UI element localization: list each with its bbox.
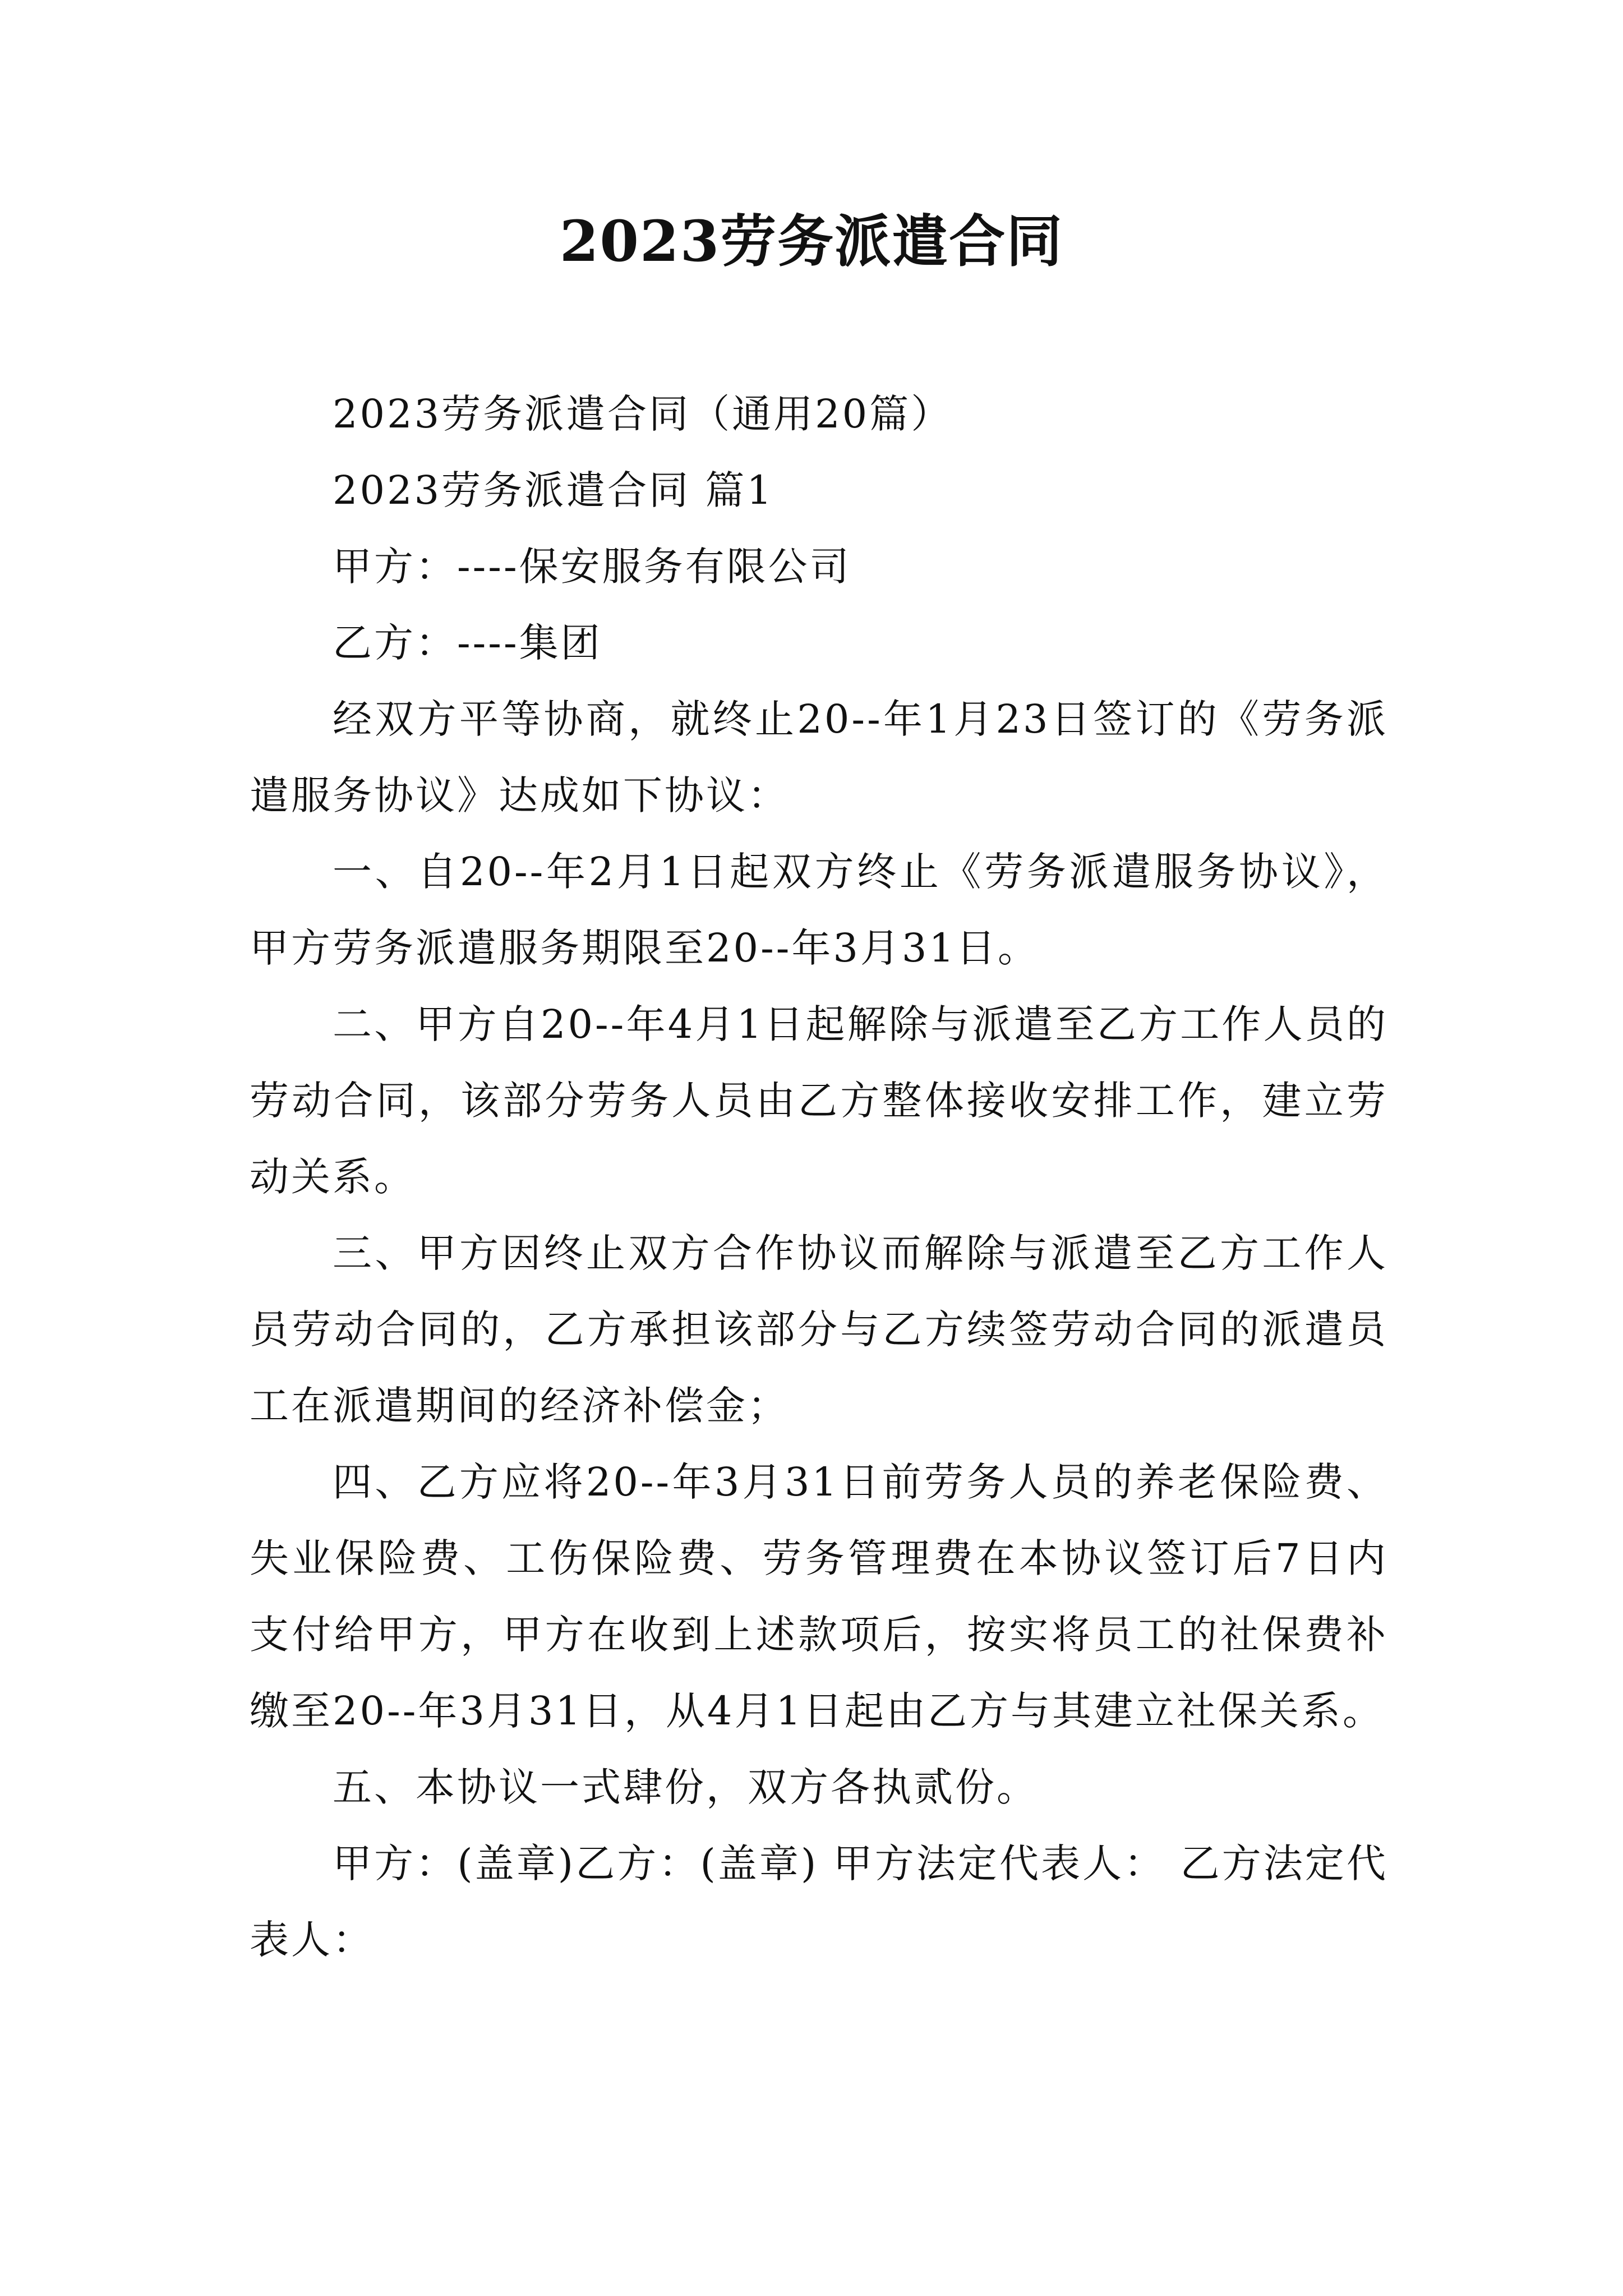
document-body: [250, 376, 1388, 1978]
paragraph-clause-5: 五、本协议一式肆份，双方各执贰份。: [333, 1764, 1038, 1810]
paragraph-clause-1: 一、自20--年2月1日起双方终止《劳务派遣服务协议》，甲方劳务派遣服务期限至20--年3月31日。: [250, 849, 1388, 971]
paragraph-subtitle: 2023劳务派遣合同（通用20篇）: [333, 391, 953, 437]
paragraph-party-a: 甲方：----保安服务有限公司: [333, 544, 851, 590]
document-title: 2023劳务派遣合同: [559, 208, 1064, 274]
paragraph-party-b: 乙方：----集团: [333, 620, 602, 666]
paragraph-clause-4: 四、乙方应将20--年3月31日前劳务人员的养老保险费、失业保险费、工伤保险费、劳务管理费在本协议签订后7日内支付给甲方，甲方在收到上述款项后，按实将员工的社保费补缴至20--年3月31日，从4月1日起由乙方与其建立社保关系。: [250, 1459, 1388, 1734]
paragraph-signatures: 甲方：(盖章)乙方：(盖章) 甲方法定代表人： 乙方法定代表人：: [250, 1841, 1388, 1963]
paragraph-part-heading: 2023劳务派遣合同 篇1: [333, 467, 774, 513]
paragraph-clause-3: 三、甲方因终止双方合作协议而解除与派遣至乙方工作人员劳动合同的，乙方承担该部分与乙方续签劳动合同的派遣员工在派遣期间的经济补偿金；: [250, 1230, 1388, 1429]
paragraph-clause-2: 二、甲方自20--年4月1日起解除与派遣至乙方工作人员的劳动合同，该部分劳务人员由乙方整体接收安排工作，建立劳动关系。: [250, 1001, 1388, 1200]
paragraph-intro: 经双方平等协商，就终止20--年1月23日签订的《劳务派遣服务协议》达成如下协议：: [250, 696, 1388, 818]
